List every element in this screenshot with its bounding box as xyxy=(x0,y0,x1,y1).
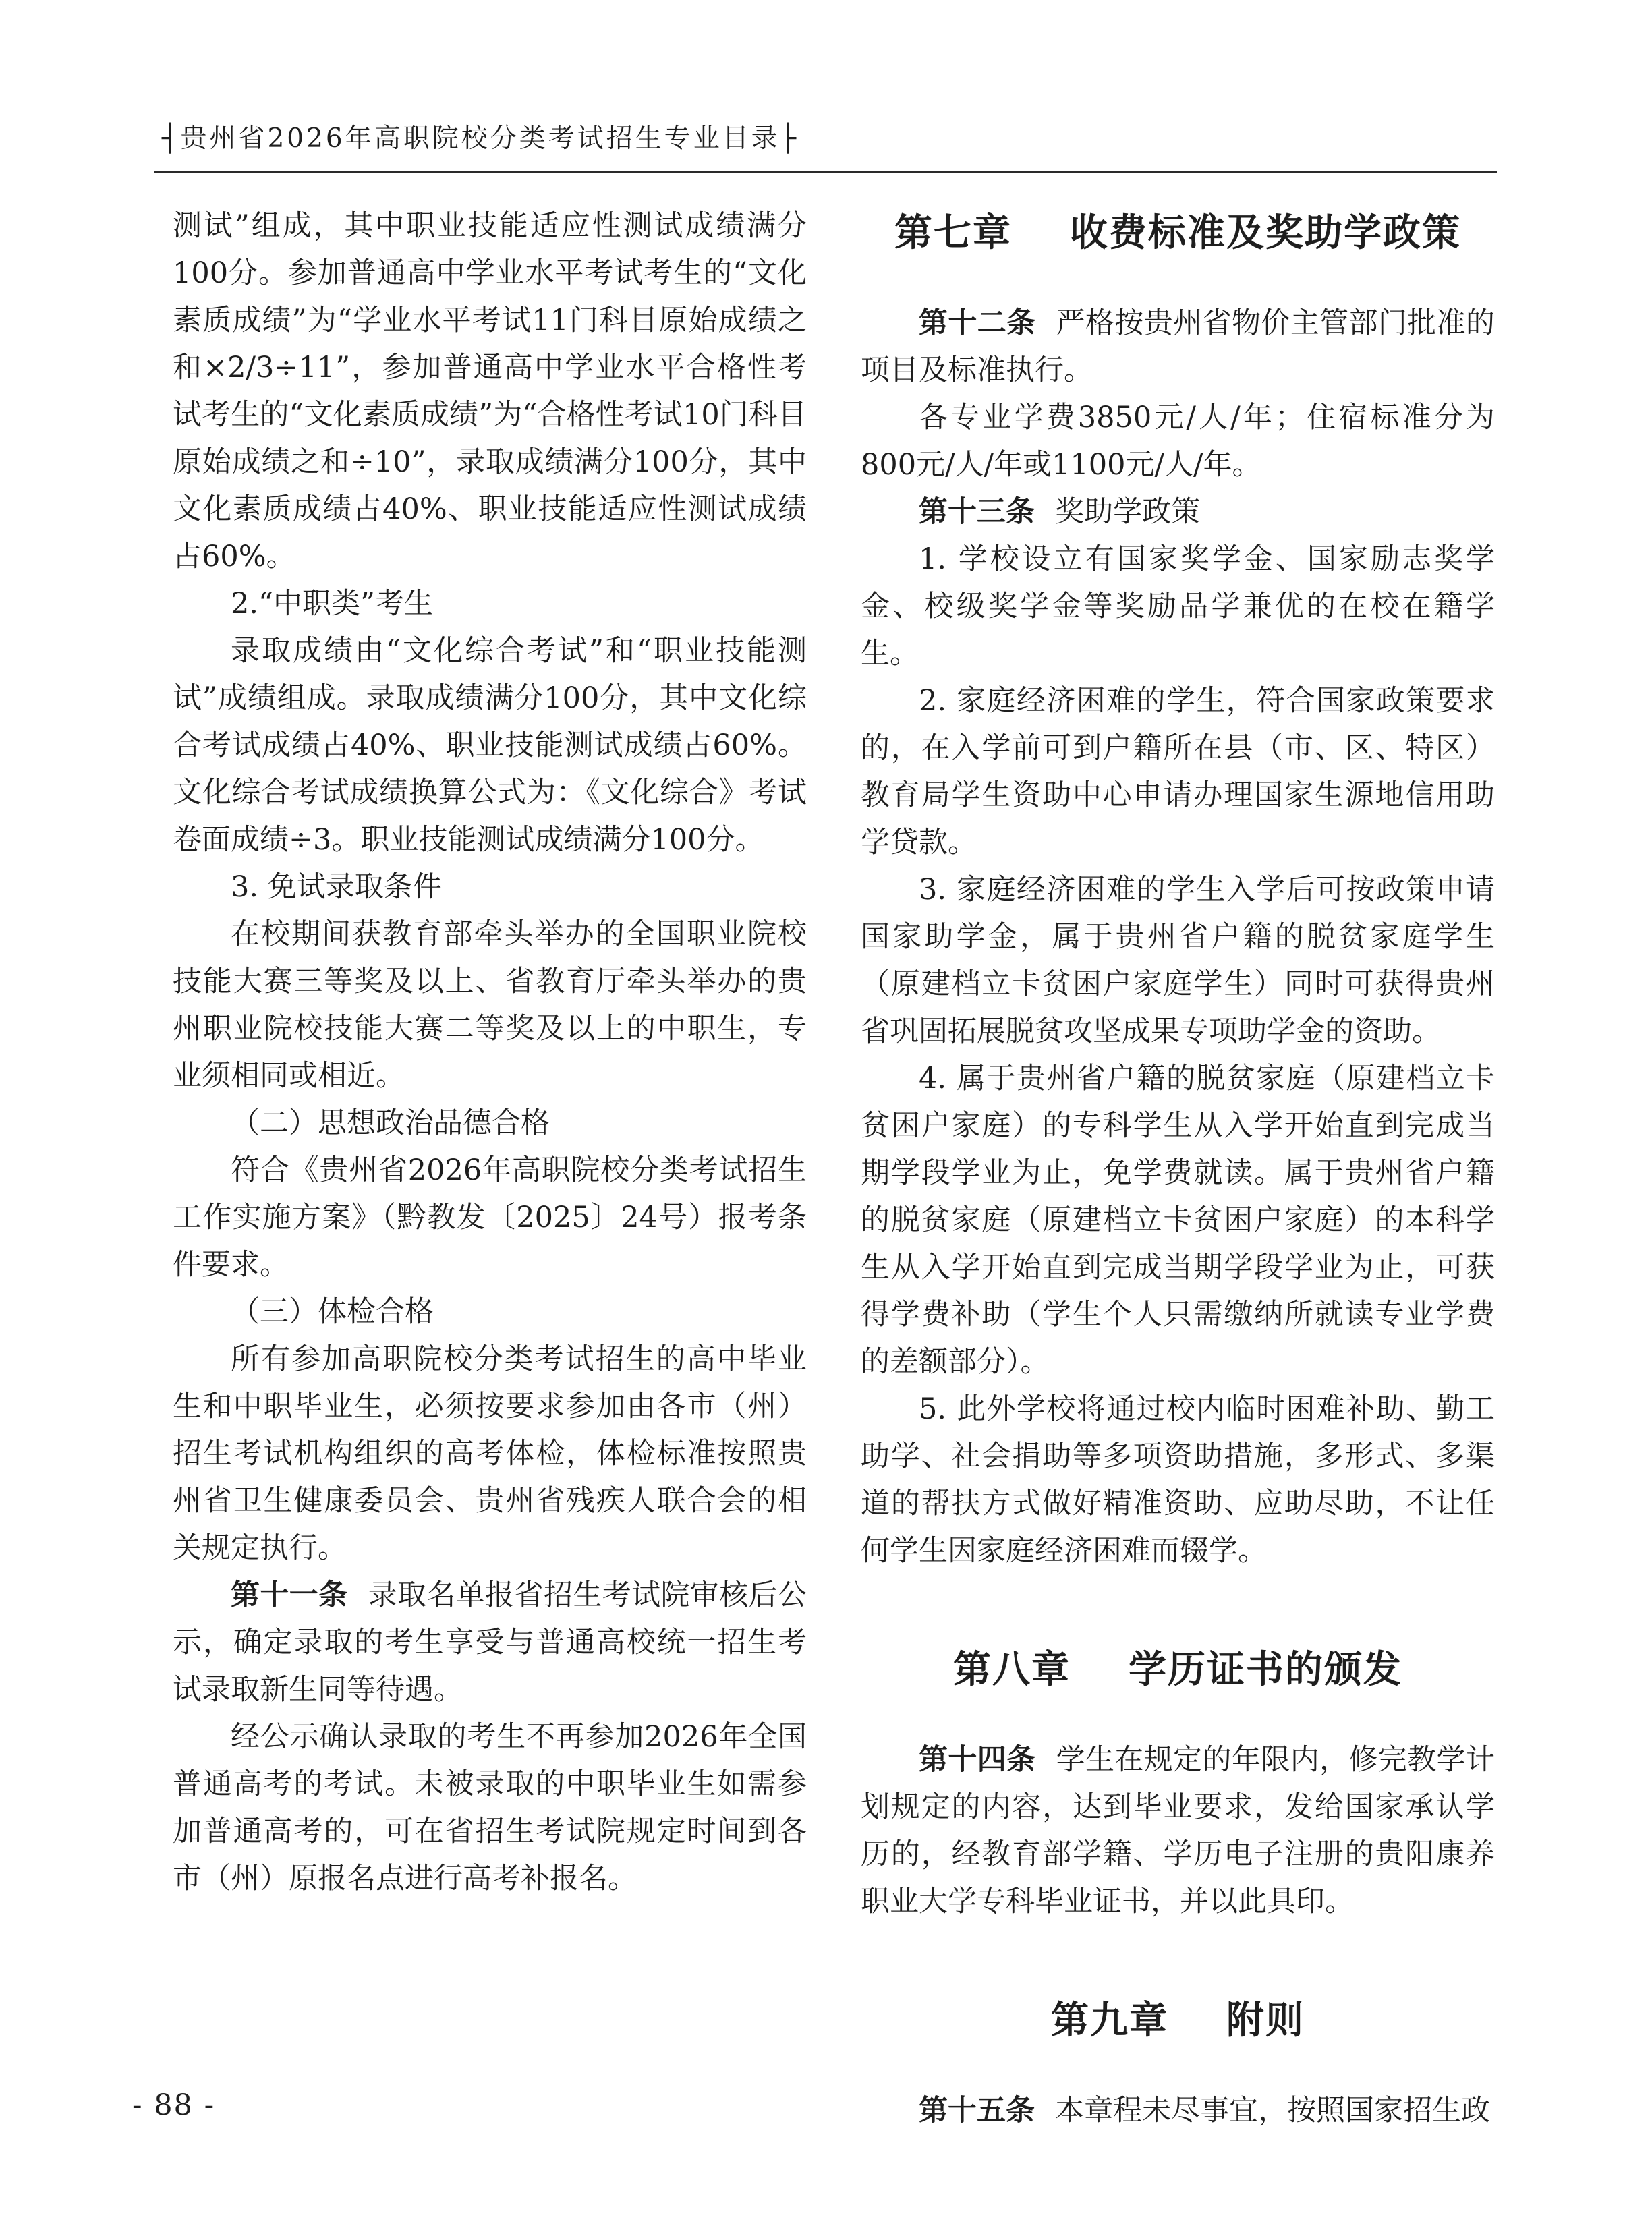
article-text: 学生在规定的年限内，修完教学计划规定的内容，达到毕业要求，发给国家承认学历的，经教育部学籍、学历电子注册的贵阳康养职业大学专科毕业证书，并以此具印。 xyxy=(861,1743,1496,1918)
list-item: 3. 家庭经济困难的学生入学后可按政策申请国家助学金，属于贵州省户籍的脱贫家庭学生（原建档立卡贫困户家庭学生）同时可获得贵州省巩固拓展脱贫攻坚成果专项助学金的资助。 xyxy=(861,873,1495,1048)
paragraph: 在校期间获教育部牵头举办的全国职业院校技能大赛三等奖及以上、省教育厅牵头举办的贵州职业院校技能大赛二等奖及以上的中职生，专业须相同或相近。 xyxy=(173,917,807,1093)
paragraph: 所有参加高职院校分类考试招生的高中毕业生和中职毕业生，必须按要求参加由各市（州）招生考试机构组织的高考体检，体检标准按照贵州省卫生健康委员会、贵州省残疾人联合会的相关规定执行。 xyxy=(173,1342,807,1565)
fee-standard: 各专业学费3850元/人/年；住宿标准分为800元/人/年或1100元/人/年。 xyxy=(861,401,1495,482)
list-item: 5. 此外学校将通过校内临时困难补助、勤工助学、社会捐助等多项资助措施，多形式、多渠道的帮扶方式做好精准资助、应助尽助，不让任何学生因家庭经济困难而辍学。 xyxy=(861,1392,1495,1568)
subheading-exemption: 3. 免试录取条件 xyxy=(231,870,442,904)
article-text: 严格按贵州省物价主管部门批准的项目及标准执行。 xyxy=(861,306,1496,387)
subheading-political: （二）思想政治品德合格 xyxy=(231,1106,550,1140)
list-item: 4. 属于贵州省户籍的脱贫家庭（原建档立卡贫困户家庭）的专科学生从入学开始直到完成当期学段学业为止，免学费就读。属于贵州省户籍的脱贫家庭（原建档立卡贫困户家庭）的本科学生从入学开始直到完成当期学段学业为止，可获得学费补助（学生个人只需缴纳所就读专业学费的差额部分）。 xyxy=(861,1062,1495,1379)
running-header: ┤贵州省2026年高职院校分类考试招生专业目录├ xyxy=(162,123,799,154)
chapter-8-title: 第八章 学历证书的颁发 xyxy=(953,1648,1402,1692)
article-text: 录取名单报省招生考试院审核后公示，确定录取的考生享受与普通高校统一招生考试录取新生同等待遇。 xyxy=(173,1578,807,1707)
article-12 xyxy=(861,299,1495,394)
paragraph: 录取成绩由“文化综合考试”和“职业技能测试”成绩组成。录取成绩满分100分，其中文化综合考试成绩占40%、职业技能测试成绩占60%。文化综合考试成绩换算公式为：《文化综合》考试卷面成绩÷3。职业技能测试成绩满分100分。 xyxy=(173,634,807,857)
subheading-physical: （三）体检合格 xyxy=(231,1295,434,1329)
article-11 xyxy=(173,1572,807,1713)
article-text: 本章程未尽事宜，按照国家招生政 xyxy=(1055,2094,1491,2128)
paragraph: 测试”组成，其中职业技能适应性测试成绩满分100分。参加普通高中学业水平考试考生的“文化素质成绩”为“学业水平考试11门科目原始成绩之和×2/3÷11”，参加普通高中学业水平合格性考试考生的“文化素质成绩”为“合格性考试10门科目原始成绩之和÷10”，录取成绩满分100分，其中文化素质成绩占40%、职业技能适应性测试成绩占60%。 xyxy=(173,209,807,573)
chapter-9-title: 第九章 附则 xyxy=(1051,1999,1305,2043)
article-label: 第十二条 xyxy=(919,306,1036,340)
page-number: - 88 - xyxy=(132,2088,216,2122)
article-14 xyxy=(861,1736,1495,1925)
article-label: 第十四条 xyxy=(919,1743,1036,1777)
subheading-vocational: 2.“中职类”考生 xyxy=(231,587,433,621)
paragraph: 经公示确认录取的考生不再参加2026年全国普通高考的考试。未被录取的中职毕业生如需参加普通高考的，可在省招生考试院规定时间到各市（州）原报名点进行高考补报名。 xyxy=(173,1720,807,1895)
paragraph: 符合《贵州省2026年高职院校分类考试招生工作实施方案》（黔教发〔2025〕24号）报考条件要求。 xyxy=(173,1153,807,1282)
article-13 xyxy=(861,488,1495,536)
article-label: 第十一条 xyxy=(231,1578,348,1612)
article-label: 第十三条 xyxy=(919,495,1035,529)
list-item: 1. 学校设立有国家奖学金、国家励志奖学金、校级奖学金等奖励品学兼优的在校在籍学生。 xyxy=(861,542,1495,670)
right-column xyxy=(861,202,1495,2134)
article-15 xyxy=(861,2087,1495,2134)
list-item: 2. 家庭经济困难的学生，符合国家政策要求的，在入学前可到户籍所在县（市、区、特区）教育局学生资助中心申请办理国家生源地信用助学贷款。 xyxy=(861,684,1495,859)
left-column xyxy=(173,202,807,1902)
article-label: 第十五条 xyxy=(919,2094,1035,2128)
article-text: 奖助学政策 xyxy=(1055,495,1201,529)
header-rule xyxy=(154,171,1497,173)
chapter-7-title: 第七章 收费标准及奖助学政策 xyxy=(894,211,1461,255)
